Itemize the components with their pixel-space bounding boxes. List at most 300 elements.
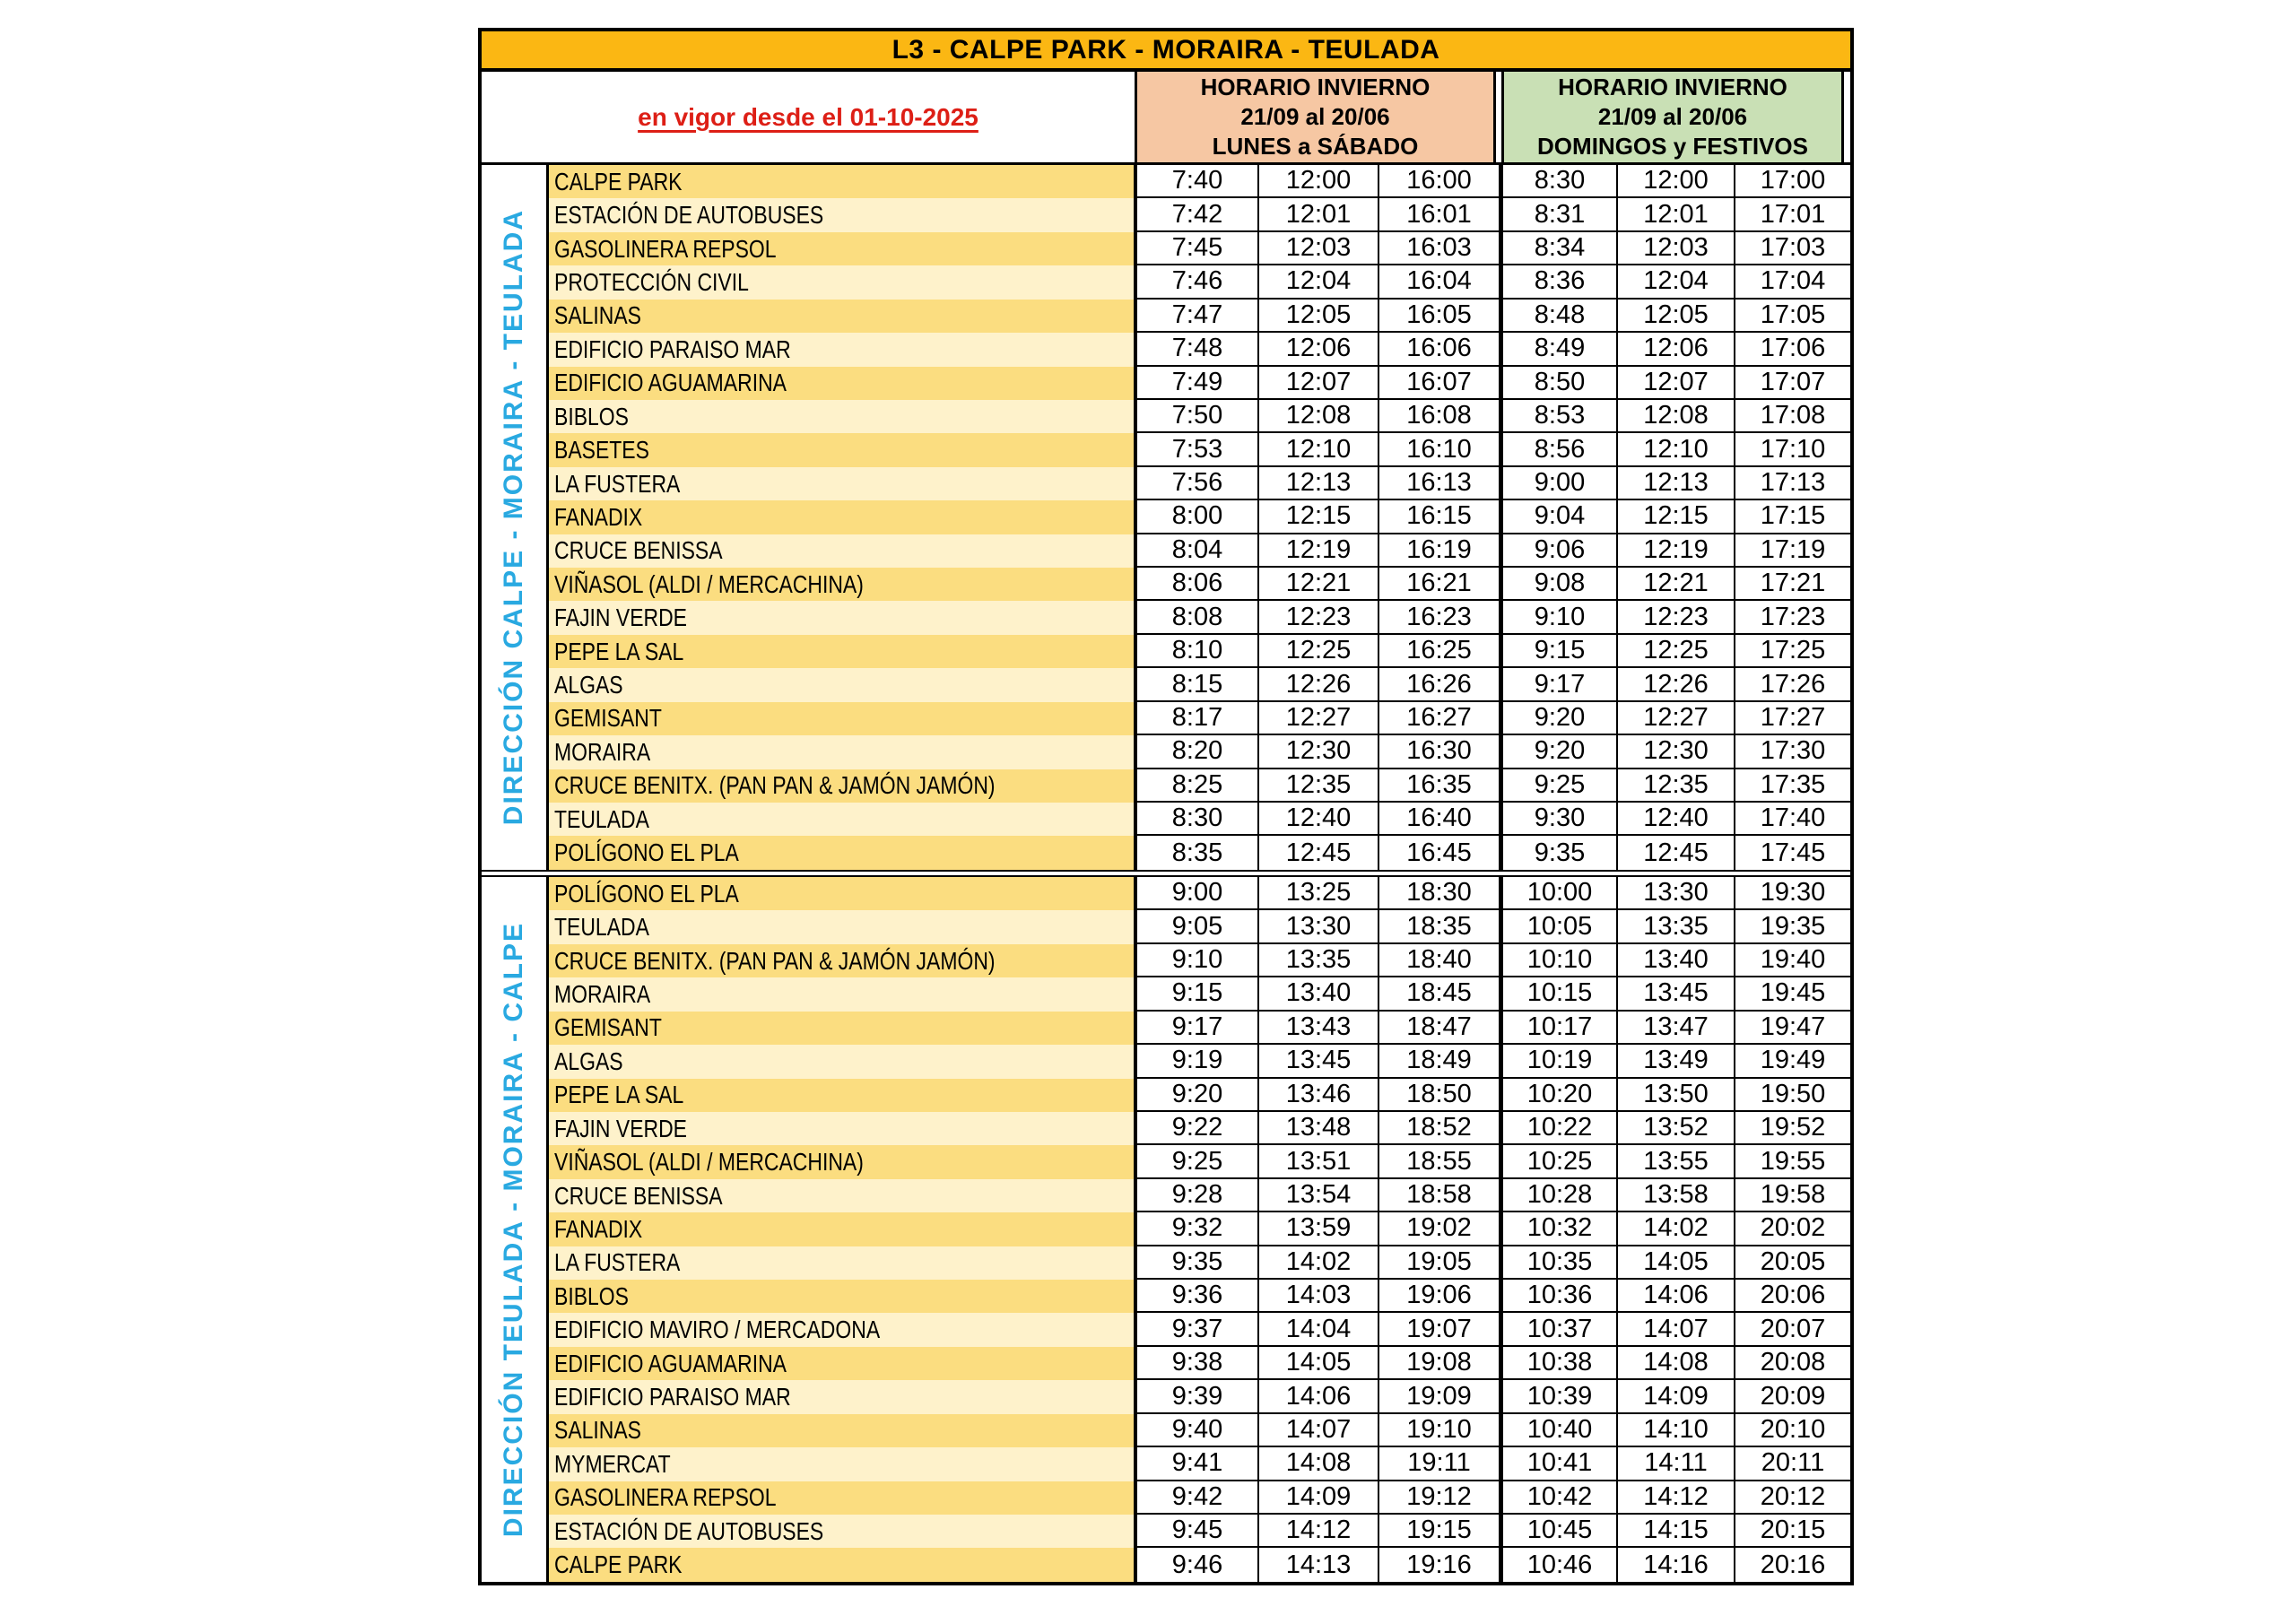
time-cell: 19:11: [1378, 1447, 1499, 1481]
time-cell: 13:45: [1616, 977, 1734, 1011]
timetable-row: [549, 601, 1850, 634]
time-cell: 16:05: [1378, 300, 1499, 333]
time-cell: 13:58: [1616, 1179, 1734, 1212]
time-cell: 9:35: [1499, 836, 1616, 869]
time-cell: 19:09: [1378, 1380, 1499, 1413]
time-cell: 8:34: [1499, 232, 1616, 265]
stop-name: ALGAS: [554, 1046, 623, 1075]
section-teulada-to-calpe: [482, 877, 1850, 1582]
time-cell: 20:15: [1734, 1515, 1850, 1548]
time-cell: 16:01: [1378, 198, 1499, 231]
stop-name: LA FUSTERA: [554, 1248, 681, 1277]
stop-name-cell: [549, 877, 1137, 910]
time-cell: 12:15: [1616, 500, 1734, 534]
timetable-row: [549, 1313, 1850, 1346]
time-cell: 13:35: [1616, 910, 1734, 943]
time-cell: 9:08: [1499, 568, 1616, 601]
time-cell: 13:55: [1616, 1145, 1734, 1178]
time-cell: 19:49: [1734, 1045, 1850, 1078]
stop-name: FANADIX: [554, 1214, 643, 1243]
timetable-row: [549, 1145, 1850, 1178]
stop-name: PROTECCIÓN CIVIL: [554, 267, 749, 296]
weekday-header-line2: 21/09 al 20/06: [1240, 103, 1390, 130]
time-cell: 13:54: [1257, 1179, 1378, 1212]
time-cell: 13:45: [1257, 1045, 1378, 1078]
time-cell: 8:20: [1137, 735, 1257, 769]
timetable-row: [549, 265, 1850, 299]
stop-name-cell: [549, 1246, 1137, 1280]
time-cell: 10:36: [1499, 1280, 1616, 1313]
stop-name-cell: [549, 836, 1137, 869]
time-cell: 9:37: [1137, 1313, 1257, 1346]
time-cell: 16:23: [1378, 601, 1499, 634]
timetable-row: [549, 232, 1850, 265]
time-cell: 17:04: [1734, 265, 1850, 299]
time-cell: 12:23: [1257, 601, 1378, 634]
weekday-schedule-header: [1137, 72, 1496, 162]
time-cell: 12:21: [1616, 568, 1734, 601]
stop-name-cell: [549, 367, 1137, 400]
time-cell: 19:35: [1734, 910, 1850, 943]
stop-name: ESTACIÓN DE AUTOBUSES: [554, 1516, 824, 1545]
time-cell: 14:05: [1257, 1347, 1378, 1380]
time-cell: 16:30: [1378, 735, 1499, 769]
time-cell: 13:25: [1257, 877, 1378, 910]
time-cell: 17:06: [1734, 333, 1850, 366]
stop-name-cell: [549, 1280, 1137, 1313]
timetable-row: [549, 944, 1850, 977]
time-cell: 7:45: [1137, 232, 1257, 265]
time-cell: 8:04: [1137, 534, 1257, 568]
time-cell: 13:30: [1616, 877, 1734, 910]
time-cell: 14:03: [1257, 1280, 1378, 1313]
time-cell: 9:06: [1499, 534, 1616, 568]
time-cell: 20:05: [1734, 1246, 1850, 1280]
time-cell: 19:07: [1378, 1313, 1499, 1346]
time-cell: 7:53: [1137, 433, 1257, 466]
time-cell: 20:10: [1734, 1414, 1850, 1447]
time-cell: 14:08: [1616, 1347, 1734, 1380]
stop-name-cell: [549, 1112, 1137, 1145]
time-cell: 12:04: [1616, 265, 1734, 299]
time-cell: 9:10: [1137, 944, 1257, 977]
timetable-row: [549, 635, 1850, 668]
time-cell: 7:46: [1137, 265, 1257, 299]
time-cell: 10:20: [1499, 1079, 1616, 1112]
time-cell: 19:47: [1734, 1012, 1850, 1045]
time-cell: 8:25: [1137, 769, 1257, 803]
timetable-row: [549, 534, 1850, 568]
stop-name: EDIFICIO MAVIRO / MERCADONA: [554, 1316, 881, 1344]
timetable-row: [549, 1112, 1850, 1145]
stop-name: FAJIN VERDE: [554, 1114, 687, 1142]
time-cell: 17:08: [1734, 400, 1850, 433]
timetable-row: [549, 1548, 1850, 1581]
time-cell: 14:02: [1616, 1212, 1734, 1246]
time-cell: 13:35: [1257, 944, 1378, 977]
timetable-row: [549, 367, 1850, 400]
timetable-row: [549, 1246, 1850, 1280]
stop-name-cell: [549, 1481, 1137, 1515]
time-cell: 17:35: [1734, 769, 1850, 803]
time-cell: 16:03: [1378, 232, 1499, 265]
time-cell: 12:35: [1257, 769, 1378, 803]
time-cell: 9:04: [1499, 500, 1616, 534]
time-cell: 10:10: [1499, 944, 1616, 977]
timetable-row: [549, 1280, 1850, 1313]
stop-name: SALINAS: [554, 1416, 641, 1445]
time-cell: 14:10: [1616, 1414, 1734, 1447]
time-cell: 20:07: [1734, 1313, 1850, 1346]
time-cell: 17:40: [1734, 803, 1850, 836]
stop-name-cell: [549, 1447, 1137, 1481]
stop-name-cell: [549, 400, 1137, 433]
timetable-row: [549, 836, 1850, 869]
time-cell: 14:07: [1616, 1313, 1734, 1346]
time-cell: 9:46: [1137, 1548, 1257, 1581]
time-cell: 12:26: [1616, 668, 1734, 701]
time-cell: 13:52: [1616, 1112, 1734, 1145]
stop-name: CRUCE BENITX. (PAN PAN & JAMÓN JAMÓN): [554, 771, 996, 800]
time-cell: 10:35: [1499, 1246, 1616, 1280]
weekday-header-line3: LUNES a SÁBADO: [1212, 133, 1419, 160]
effective-date-note: en vigor desde el 01-10-2025: [638, 102, 978, 131]
stop-name-cell: [549, 1012, 1137, 1045]
time-cell: 12:00: [1257, 165, 1378, 198]
time-cell: 8:35: [1137, 836, 1257, 869]
time-cell: 13:40: [1257, 977, 1378, 1011]
time-cell: 16:15: [1378, 500, 1499, 534]
time-cell: 19:40: [1734, 944, 1850, 977]
time-cell: 9:25: [1499, 769, 1616, 803]
time-cell: 7:56: [1137, 467, 1257, 500]
timetable-row: [549, 1515, 1850, 1548]
timetable-row: [549, 769, 1850, 803]
time-cell: 14:12: [1257, 1515, 1378, 1548]
stop-name-cell: [549, 1313, 1137, 1346]
time-cell: 9:38: [1137, 1347, 1257, 1380]
time-cell: 8:17: [1137, 702, 1257, 735]
timetable-row: [549, 500, 1850, 534]
time-cell: 10:17: [1499, 1012, 1616, 1045]
sunday-schedule-header: [1501, 72, 1844, 162]
time-cell: 8:56: [1499, 433, 1616, 466]
stop-name-cell: [549, 433, 1137, 466]
time-cell: 8:10: [1137, 635, 1257, 668]
stop-name: VIÑASOL (ALDI / MERCACHINA): [554, 569, 864, 598]
time-cell: 10:00: [1499, 877, 1616, 910]
stop-name-cell: [549, 333, 1137, 366]
timetable-row: [549, 1045, 1850, 1078]
time-cell: 16:13: [1378, 467, 1499, 500]
time-cell: 14:06: [1257, 1380, 1378, 1413]
stop-name: GEMISANT: [554, 1013, 662, 1042]
time-cell: 13:30: [1257, 910, 1378, 943]
time-cell: 16:26: [1378, 668, 1499, 701]
time-cell: 17:25: [1734, 635, 1850, 668]
time-cell: 9:20: [1137, 1079, 1257, 1112]
time-cell: 19:58: [1734, 1179, 1850, 1212]
time-cell: 14:16: [1616, 1548, 1734, 1581]
stop-name-cell: [549, 977, 1137, 1011]
time-cell: 16:27: [1378, 702, 1499, 735]
time-cell: 12:01: [1257, 198, 1378, 231]
time-cell: 14:13: [1257, 1548, 1378, 1581]
time-cell: 10:40: [1499, 1414, 1616, 1447]
time-cell: 19:08: [1378, 1347, 1499, 1380]
stop-name: VIÑASOL (ALDI / MERCACHINA): [554, 1148, 864, 1177]
timetable-row: [549, 803, 1850, 836]
stop-name: MYMERCAT: [554, 1449, 671, 1478]
time-cell: 14:12: [1616, 1481, 1734, 1515]
stop-name-cell: [549, 265, 1137, 299]
time-cell: 16:19: [1378, 534, 1499, 568]
time-cell: 8:49: [1499, 333, 1616, 366]
time-cell: 12:15: [1257, 500, 1378, 534]
stop-name: EDIFICIO AGUAMARINA: [554, 369, 787, 397]
time-cell: 12:01: [1616, 198, 1734, 231]
time-cell: 16:08: [1378, 400, 1499, 433]
stop-name-cell: [549, 1347, 1137, 1380]
stop-name: PEPE LA SAL: [554, 637, 684, 665]
time-cell: 12:05: [1616, 300, 1734, 333]
time-cell: 12:07: [1616, 367, 1734, 400]
time-cell: 9:42: [1137, 1481, 1257, 1515]
timetable-row: [549, 702, 1850, 735]
weekday-header-line1: HORARIO INVIERNO: [1200, 74, 1431, 100]
time-cell: 17:21: [1734, 568, 1850, 601]
time-cell: 12:30: [1257, 735, 1378, 769]
stop-name-cell: [549, 944, 1137, 977]
time-cell: 19:10: [1378, 1414, 1499, 1447]
timetable-row: [549, 568, 1850, 601]
time-cell: 12:25: [1257, 635, 1378, 668]
time-cell: 10:41: [1499, 1447, 1616, 1481]
time-cell: 7:42: [1137, 198, 1257, 231]
sunday-header-line1: HORARIO INVIERNO: [1558, 74, 1787, 100]
stop-name-cell: [549, 1380, 1137, 1413]
time-cell: 9:19: [1137, 1045, 1257, 1078]
stop-name: MORAIRA: [554, 737, 651, 766]
time-cell: 13:48: [1257, 1112, 1378, 1145]
time-cell: 12:06: [1257, 333, 1378, 366]
time-cell: 14:15: [1616, 1515, 1734, 1548]
stop-name-cell: [549, 1079, 1137, 1112]
time-cell: 9:05: [1137, 910, 1257, 943]
time-cell: 17:00: [1734, 165, 1850, 198]
stop-name: BIBLOS: [554, 1281, 629, 1310]
stop-name-cell: [549, 1414, 1137, 1447]
stop-name-cell: [549, 1145, 1137, 1178]
time-cell: 8:48: [1499, 300, 1616, 333]
time-cell: 10:46: [1499, 1548, 1616, 1581]
timetable-row: [549, 467, 1850, 500]
time-cell: 16:21: [1378, 568, 1499, 601]
time-cell: 8:30: [1499, 165, 1616, 198]
time-cell: 9:25: [1137, 1145, 1257, 1178]
direction-label: DIRECCIÓN CALPE - MORAIRA - TEULADA: [499, 209, 528, 826]
time-cell: 14:02: [1257, 1246, 1378, 1280]
time-cell: 12:13: [1257, 467, 1378, 500]
time-cell: 12:06: [1616, 333, 1734, 366]
effective-date-cell: [482, 72, 1137, 162]
time-cell: 16:00: [1378, 165, 1499, 198]
stop-name: GEMISANT: [554, 704, 662, 733]
time-cell: 12:23: [1616, 601, 1734, 634]
time-cell: 8:50: [1499, 367, 1616, 400]
time-cell: 9:20: [1499, 735, 1616, 769]
time-cell: 16:04: [1378, 265, 1499, 299]
time-cell: 12:19: [1616, 534, 1734, 568]
schedule-header-row: [482, 72, 1850, 165]
time-cell: 10:05: [1499, 910, 1616, 943]
time-cell: 13:50: [1616, 1079, 1734, 1112]
stop-name-cell: [549, 500, 1137, 534]
timetable-row: [549, 1012, 1850, 1045]
time-cell: 8:00: [1137, 500, 1257, 534]
time-cell: 7:40: [1137, 165, 1257, 198]
timetable-row: [549, 668, 1850, 701]
time-cell: 12:05: [1257, 300, 1378, 333]
time-cell: 19:15: [1378, 1515, 1499, 1548]
timetable-row: [549, 1179, 1850, 1212]
stop-name-cell: [549, 198, 1137, 231]
time-cell: 9:41: [1137, 1447, 1257, 1481]
time-cell: 12:27: [1257, 702, 1378, 735]
stop-name-cell: [549, 568, 1137, 601]
time-cell: 12:10: [1616, 433, 1734, 466]
stop-name-cell: [549, 467, 1137, 500]
time-cell: 8:30: [1137, 803, 1257, 836]
time-cell: 17:15: [1734, 500, 1850, 534]
time-cell: 9:15: [1137, 977, 1257, 1011]
time-cell: 12:13: [1616, 467, 1734, 500]
time-cell: 9:40: [1137, 1414, 1257, 1447]
time-cell: 12:26: [1257, 668, 1378, 701]
time-cell: 17:30: [1734, 735, 1850, 769]
time-cell: 19:06: [1378, 1280, 1499, 1313]
stop-name: EDIFICIO PARAISO MAR: [554, 334, 791, 363]
stop-name: GASOLINERA REPSOL: [554, 1483, 777, 1512]
time-cell: 12:40: [1616, 803, 1734, 836]
time-cell: 10:25: [1499, 1145, 1616, 1178]
time-cell: 17:05: [1734, 300, 1850, 333]
time-cell: 16:35: [1378, 769, 1499, 803]
stop-rows-container: [549, 165, 1850, 870]
time-cell: 20:09: [1734, 1380, 1850, 1413]
time-cell: 8:31: [1499, 198, 1616, 231]
time-cell: 10:19: [1499, 1045, 1616, 1078]
stop-name: FAJIN VERDE: [554, 604, 687, 632]
timetable-row: [549, 198, 1850, 231]
section-calpe-to-teulada: [482, 165, 1850, 870]
time-cell: 12:45: [1257, 836, 1378, 869]
time-cell: 10:32: [1499, 1212, 1616, 1246]
sunday-header-line3: DOMINGOS y FESTIVOS: [1537, 133, 1808, 160]
time-cell: 14:06: [1616, 1280, 1734, 1313]
stop-name: EDIFICIO AGUAMARINA: [554, 1349, 787, 1377]
time-cell: 19:55: [1734, 1145, 1850, 1178]
time-cell: 13:43: [1257, 1012, 1378, 1045]
time-cell: 18:58: [1378, 1179, 1499, 1212]
time-cell: 19:16: [1378, 1548, 1499, 1581]
time-cell: 10:37: [1499, 1313, 1616, 1346]
time-cell: 12:04: [1257, 265, 1378, 299]
time-cell: 17:26: [1734, 668, 1850, 701]
time-cell: 9:36: [1137, 1280, 1257, 1313]
sunday-header-line2: 21/09 al 20/06: [1597, 103, 1748, 130]
time-cell: 7:47: [1137, 300, 1257, 333]
timetable-row: [549, 1414, 1850, 1447]
stop-name-cell: [549, 1515, 1137, 1548]
direction-label: DIRECCIÓN TEULADA - MORAIRA - CALPE: [499, 921, 528, 1538]
time-cell: 20:16: [1734, 1548, 1850, 1581]
time-cell: 9:28: [1137, 1179, 1257, 1212]
time-cell: 14:09: [1257, 1481, 1378, 1515]
time-cell: 9:00: [1499, 467, 1616, 500]
time-cell: 14:07: [1257, 1414, 1378, 1447]
stop-name: GASOLINERA REPSOL: [554, 234, 777, 263]
time-cell: 12:10: [1257, 433, 1378, 466]
time-cell: 18:52: [1378, 1112, 1499, 1145]
stop-name-cell: [549, 1212, 1137, 1246]
time-cell: 12:35: [1616, 769, 1734, 803]
time-cell: 9:35: [1137, 1246, 1257, 1280]
time-cell: 9:45: [1137, 1515, 1257, 1548]
time-cell: 16:07: [1378, 367, 1499, 400]
time-cell: 9:32: [1137, 1212, 1257, 1246]
time-cell: 19:30: [1734, 877, 1850, 910]
stop-name-cell: [549, 735, 1137, 769]
time-cell: 12:08: [1257, 400, 1378, 433]
time-cell: 16:25: [1378, 635, 1499, 668]
time-cell: 10:39: [1499, 1380, 1616, 1413]
stop-name-cell: [549, 300, 1137, 333]
time-cell: 10:28: [1499, 1179, 1616, 1212]
stop-name: CALPE PARK: [554, 1550, 683, 1579]
time-cell: 14:11: [1616, 1447, 1734, 1481]
stop-name-cell: [549, 165, 1137, 198]
time-cell: 14:05: [1616, 1246, 1734, 1280]
time-cell: 9:30: [1499, 803, 1616, 836]
stop-rows-container: [549, 877, 1850, 1582]
time-cell: 17:03: [1734, 232, 1850, 265]
time-cell: 13:51: [1257, 1145, 1378, 1178]
stop-name: TEULADA: [554, 804, 649, 833]
time-cell: 17:45: [1734, 836, 1850, 869]
stop-name-cell: [549, 1045, 1137, 1078]
time-cell: 12:25: [1616, 635, 1734, 668]
time-cell: 17:27: [1734, 702, 1850, 735]
time-cell: 12:03: [1257, 232, 1378, 265]
timetable-row: [549, 300, 1850, 333]
time-cell: 17:07: [1734, 367, 1850, 400]
time-cell: 18:50: [1378, 1079, 1499, 1112]
stop-name: ESTACIÓN DE AUTOBUSES: [554, 201, 824, 230]
time-cell: 20:11: [1734, 1447, 1850, 1481]
stop-name-cell: [549, 232, 1137, 265]
stop-name: CALPE PARK: [554, 167, 683, 195]
time-cell: 12:40: [1257, 803, 1378, 836]
stop-name: BIBLOS: [554, 402, 629, 430]
stop-name: TEULADA: [554, 913, 649, 942]
time-cell: 20:12: [1734, 1481, 1850, 1515]
timetable-row: [549, 735, 1850, 769]
time-cell: 20:02: [1734, 1212, 1850, 1246]
time-cell: 12:07: [1257, 367, 1378, 400]
stop-name-cell: [549, 1548, 1137, 1581]
time-cell: 19:05: [1378, 1246, 1499, 1280]
